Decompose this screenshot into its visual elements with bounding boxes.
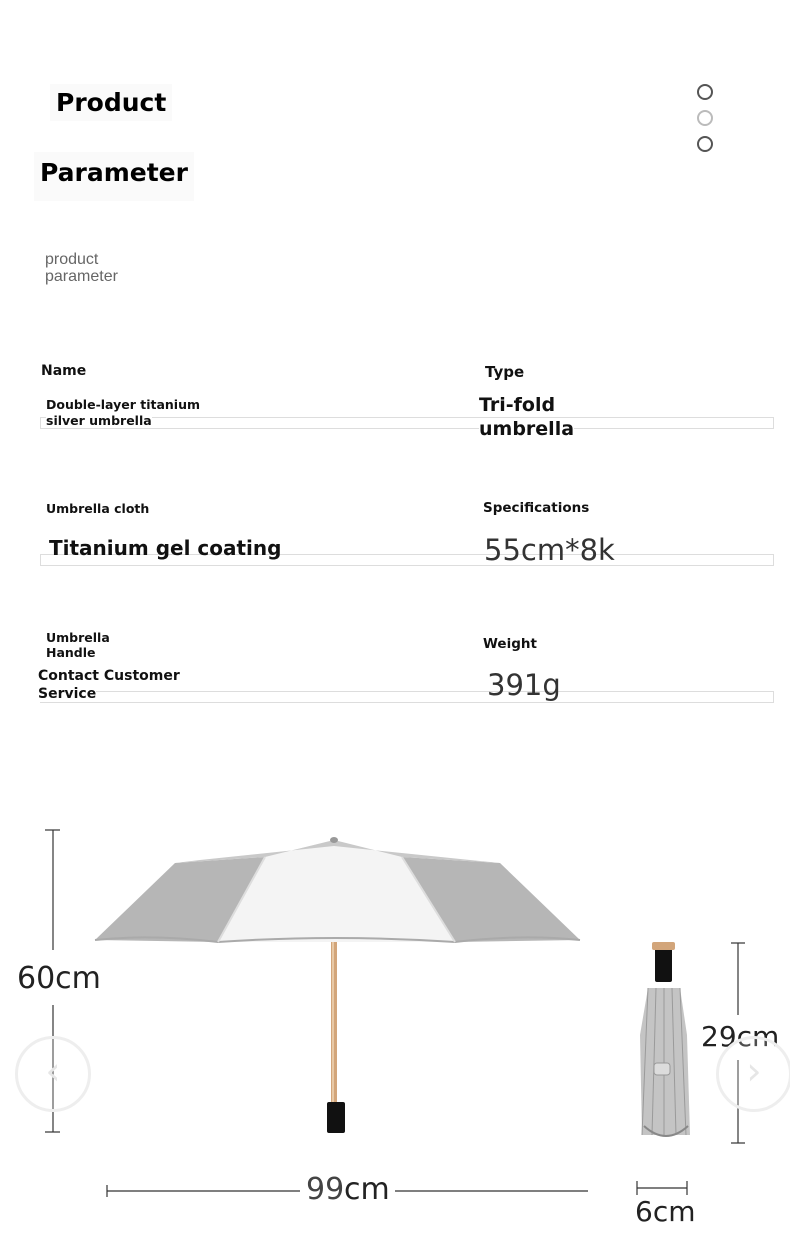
handle-value-line1: Contact Customer [38,668,180,684]
title-parameter: Parameter [34,152,194,201]
weight-label: Weight [483,636,537,652]
subtitle-line2: parameter [45,268,118,285]
subtitle-line1: product [45,251,99,268]
dot-icon [697,110,713,126]
type-value-line1: Tri-fold [479,394,556,416]
umbrella-illustration [0,800,790,1252]
open-width-unit: cm [344,1172,390,1207]
next-arrow-icon[interactable]: › [716,1036,790,1112]
weight-value: 391g [487,668,561,702]
name-label: Name [41,363,87,379]
open-umbrella [95,837,580,1133]
cloth-label: Umbrella cloth [46,501,150,516]
title-product: Product [50,84,172,121]
open-height-label: 60cm [17,961,101,996]
folded-height-label: 29cm [701,1020,780,1053]
folded-width-label: 6cm [635,1195,696,1228]
folded-width-dimension-line [637,1181,687,1195]
row-divider [40,691,774,703]
dot-icon [697,136,713,152]
folded-umbrella [640,942,690,1136]
open-width-number: 99 [306,1172,345,1207]
spec-label: Specifications [483,500,590,516]
name-value-line2: silver umbrella [46,413,152,428]
handle-label-line1: Umbrella [46,630,110,645]
previous-arrow-icon[interactable]: ‹ [15,1036,91,1112]
dot-icon [697,84,713,100]
type-value-line2: umbrella [479,418,575,440]
type-label: Type [485,363,525,381]
name-value-line1: Double-layer titanium [46,397,201,412]
handle-value-line2: Service [38,686,97,702]
spec-value: 55cm*8k [484,533,615,567]
handle-label-line2: Handle [46,645,96,660]
cloth-value: Titanium gel coating [49,536,282,560]
